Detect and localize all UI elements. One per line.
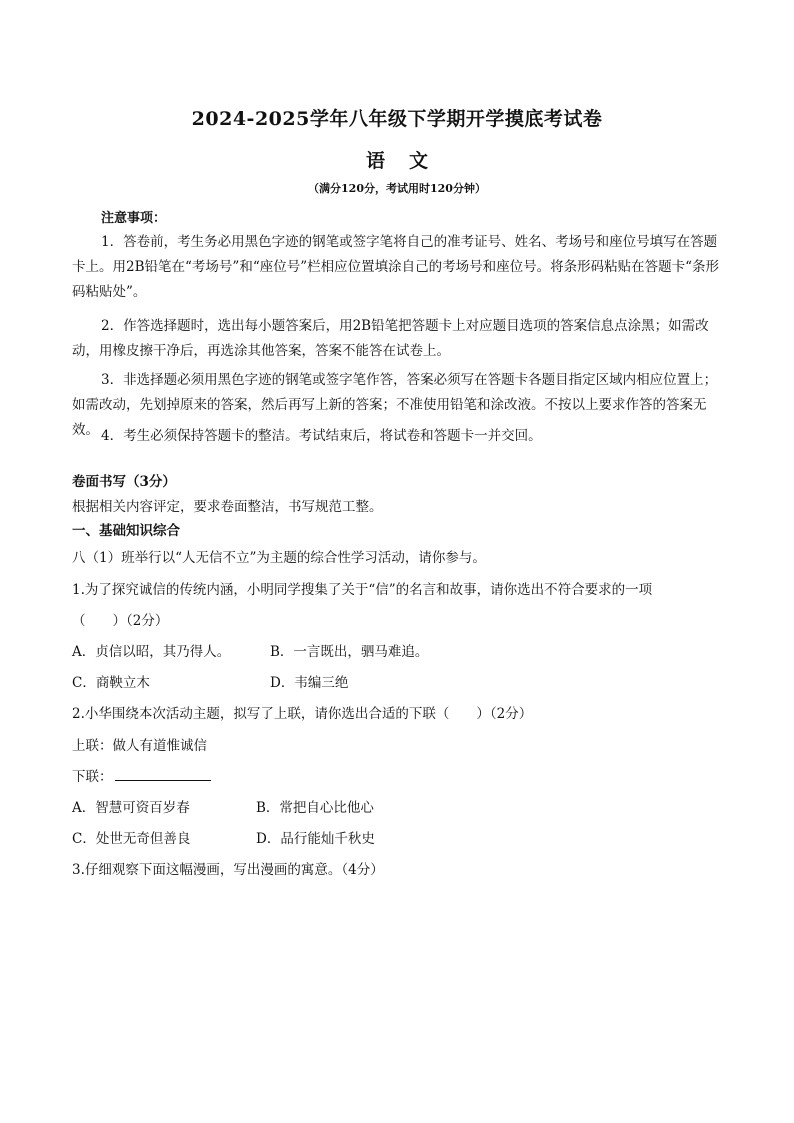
exam-subject: 语文 [365,150,452,172]
q2-option-c: C．处世无奇但善良 [72,831,191,847]
q1-option-a: A．贞信以昭，其乃得人。 [72,644,231,660]
q2-upper-couplet: 上联：做人有道惟诚信 [72,738,207,754]
q1-mark: （ ）（2分） [72,613,169,629]
q2-lower-couplet [72,765,211,785]
section-heading: 一、基础知识综合 [72,523,180,539]
q2-stem: 2.小华围绕本次活动主题，拟写了上联，请你选出合适的下联（ ）（2分） [72,706,533,722]
writing-heading: 卷面书写（3分） [72,474,176,490]
exam-title: 2024-2025学年八年级下学期开学摸底考试卷 [191,108,603,130]
section-intro: 八（1）班举行以“人无信不立”为主题的综合性学习活动，请你参与。 [72,550,486,566]
q1-option-b: B．一言既出，驷马难追。 [270,644,429,660]
q3-stem: 3.仔细观察下面这幅漫画，写出漫画的寓意。（4分） [72,862,384,878]
notice-heading: 注意事项： [101,211,167,226]
exam-info: （满分120分，考试用时120分钟） [308,182,486,195]
q1-stem: 1.为了探究诚信的传统内涵，小明同学搜集了关于“信”的名言和故事，请你选出不符合要求的一项 [72,582,653,598]
answer-blank[interactable] [115,766,211,781]
q2-option-b: B．常把自心比他心 [256,800,374,816]
notice-item-1: 1．答卷前，考生务必用黑色字迹的钢笔或签字笔将自己的准考证号、姓名、考场号和座位号填写在答题卡上。用2B铅笔在“考场号”和“座位号”栏相应位置填涂自己的考场号和座位号。将条形码粘贴在答题卡“条形码粘贴处”。 [72,234,720,300]
notice-item-2: 2．作答选择题时，选出每小题答案后，用2B铅笔把答题卡上对应题目选项的答案信息点涂黑；如需改动，用橡皮擦干净后，再选涂其他答案，答案不能答在试卷上。 [72,318,709,359]
q2-option-d: D．品行能灿千秋史 [256,831,375,847]
q1-option-c: C．商鞅立木 [72,675,150,691]
writing-desc: 根据相关内容评定，要求卷面整洁，书写规范工整。 [72,499,383,515]
notice-item-3: 3．非选择题必须用黑色字迹的钢笔或签字笔作答，答案必须写在答题卡各题目指定区域内相应位置上；如需改动，先划掉原来的答案，然后再写上新的答案；不准使用铅笔和涂改液。不按以上要求作答的答案无效。 [72,372,718,438]
q2-lower-label: 下联： [72,769,113,785]
q1-option-d: D．韦编三绝 [270,675,349,691]
q2-option-a: A．智慧可资百岁春 [72,800,190,816]
notice-item-4: 4．考生必须保持答题卡的整洁。考试结束后，将试卷和答题卡一并交回。 [101,428,542,444]
